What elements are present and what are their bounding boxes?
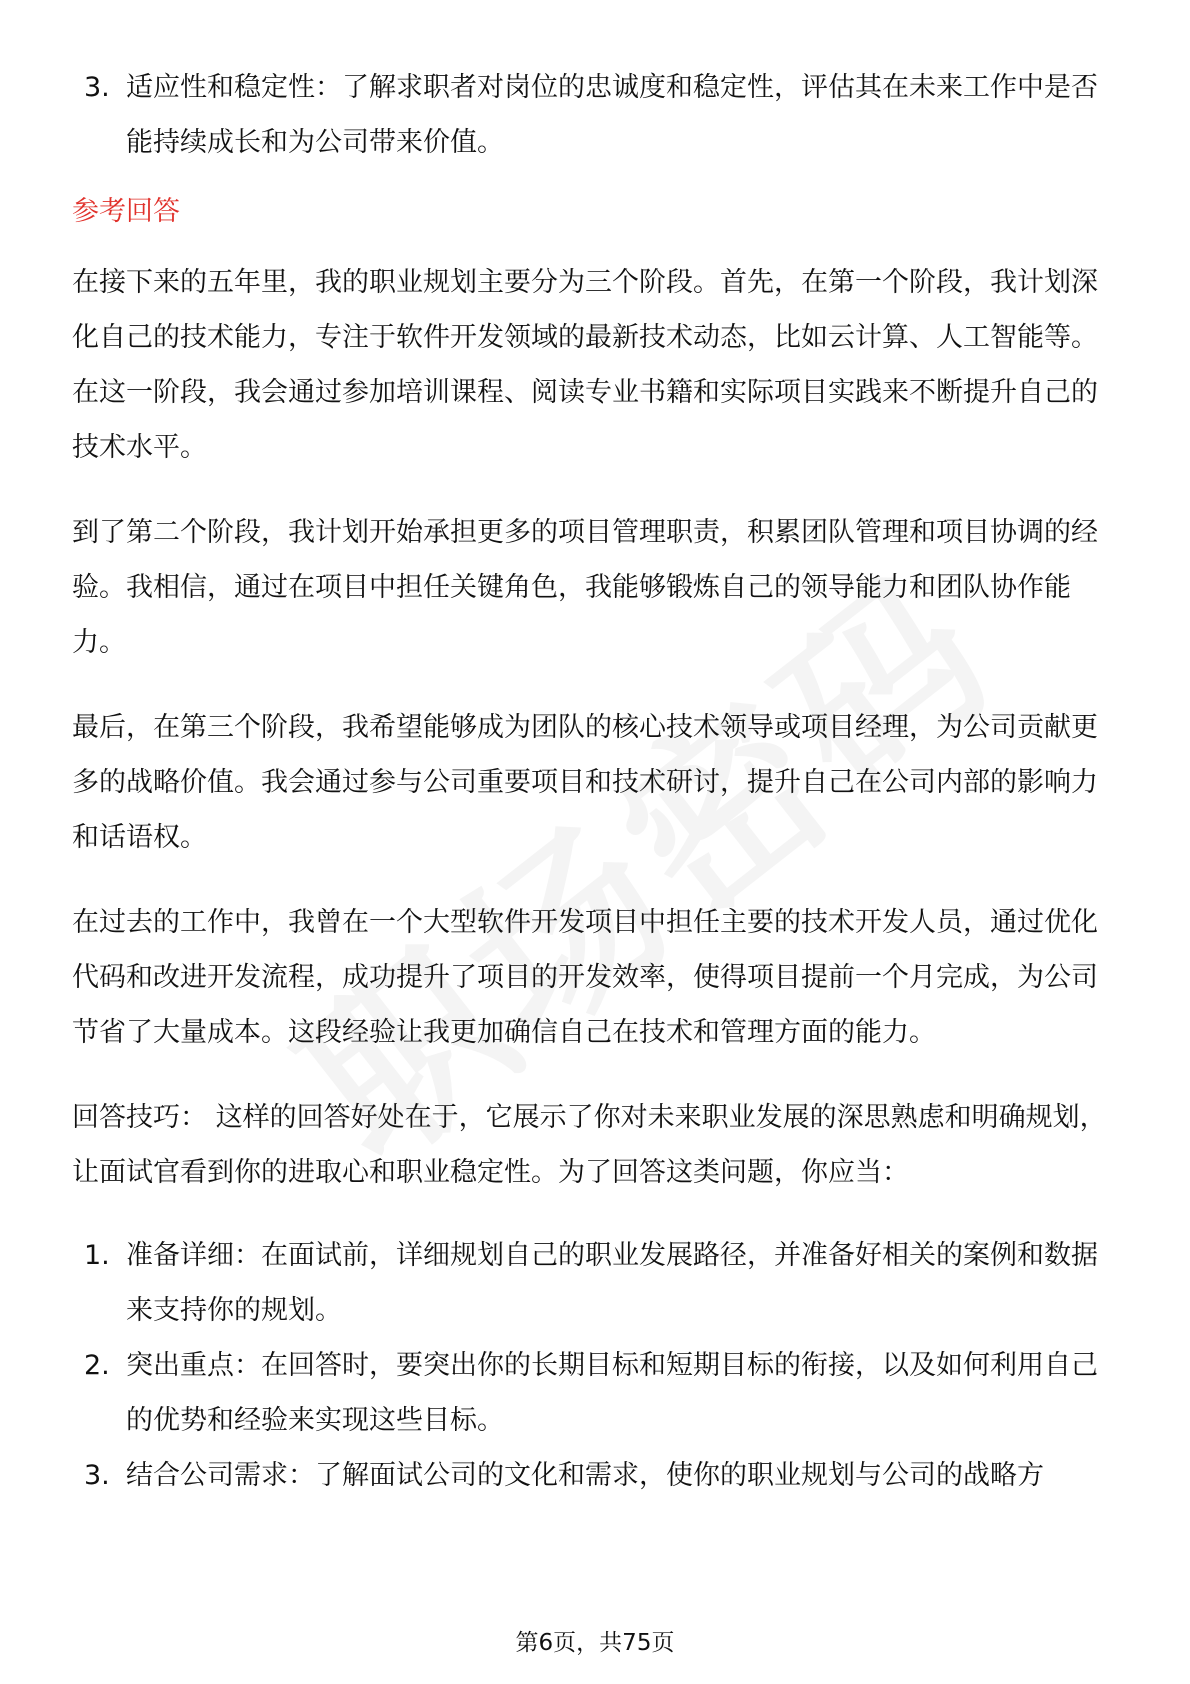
list-item-number: 1. xyxy=(84,1240,110,1271)
list-item-text: 突出重点：在回答时，要突出你的长期目标和短期目标的衔接，以及如何利用自己的优势和经验来实现这些目标。 xyxy=(126,1350,1098,1436)
page-footer: 第6页，共75页 xyxy=(515,1630,675,1656)
list-item-number: 3. xyxy=(84,72,110,103)
tips-paragraph: 回答技巧： 这样的回答好处在于，它展示了你对未来职业发展的深思熟虑和明确规划，让面试官看到你的进取心和职业稳定性。为了回答这类问题，你应当： xyxy=(72,1102,1107,1188)
page-content xyxy=(72,60,1122,1503)
tips-numbered-list xyxy=(72,1228,1122,1503)
answer-paragraph-1: 在接下来的五年里，我的职业规划主要分为三个阶段。首先，在第一个阶段，我计划深化自己的技术能力，专注于软件开发领域的最新技术动态，比如云计算、人工智能等。在这一阶段，我会通过参加培训课程、阅读专业书籍和实际项目实践来不断提升自己的技术水平。 xyxy=(72,267,1098,463)
top-numbered-list xyxy=(72,60,1122,170)
list-item xyxy=(72,60,1122,170)
list-item xyxy=(72,1338,1122,1448)
answer-paragraph-2: 到了第二个阶段，我计划开始承担更多的项目管理职责，积累团队管理和项目协调的经验。我相信，通过在项目中担任关键角色，我能够锻炼自己的领导能力和团队协作能力。 xyxy=(72,517,1098,658)
answer-paragraph-3: 最后，在第三个阶段，我希望能够成为团队的核心技术领导或项目经理，为公司贡献更多的战略价值。我会通过参与公司重要项目和技术研讨，提升自己在公司内部的影响力和话语权。 xyxy=(72,712,1098,853)
list-item-text: 适应性和稳定性：了解求职者对岗位的忠诚度和稳定性，评估其在未来工作中是否能持续成长和为公司带来价值。 xyxy=(126,72,1098,158)
list-item xyxy=(72,1448,1122,1503)
list-item-number: 3. xyxy=(84,1460,110,1491)
list-item-text: 结合公司需求：了解面试公司的文化和需求，使你的职业规划与公司的战略方 xyxy=(126,1460,1044,1491)
answer-paragraph-4: 在过去的工作中，我曾在一个大型软件开发项目中担任主要的技术开发人员，通过优化代码和改进开发流程，成功提升了项目的开发效率，使得项目提前一个月完成，为公司节省了大量成本。这段经验让我更加确信自己在技术和管理方面的能力。 xyxy=(72,907,1098,1048)
section-title: 参考回答 xyxy=(72,196,180,227)
list-item-number: 2. xyxy=(84,1350,110,1381)
list-item xyxy=(72,1228,1122,1338)
list-item-text: 准备详细：在面试前，详细规划自己的职业发展路径，并准备好相关的案例和数据来支持你的规划。 xyxy=(126,1240,1098,1326)
